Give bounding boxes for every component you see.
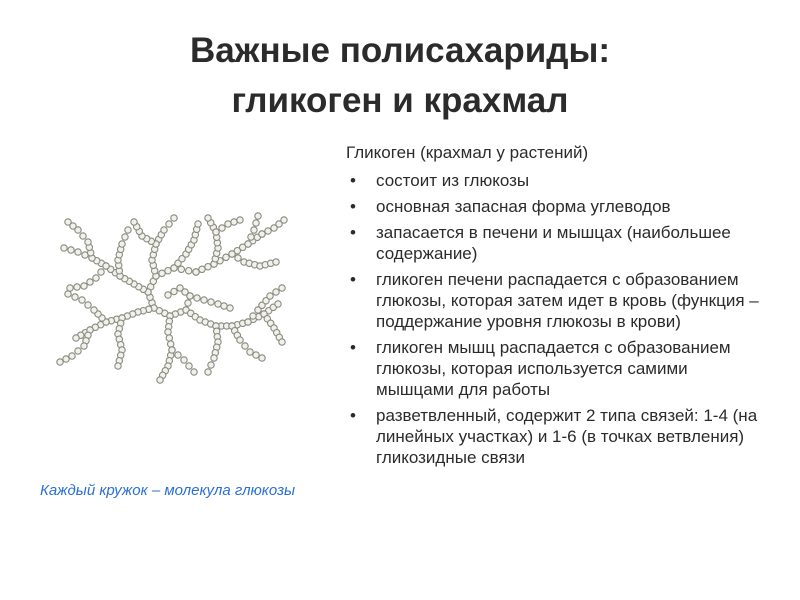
glucose-bead bbox=[93, 275, 99, 281]
slide-title bbox=[0, 26, 800, 126]
glucose-bead bbox=[255, 213, 261, 219]
glucose-bead bbox=[79, 297, 85, 303]
glucose-bead bbox=[201, 297, 207, 303]
bullet-icon: • bbox=[350, 171, 356, 190]
glucose-bead bbox=[275, 301, 281, 307]
glucose-bead bbox=[171, 288, 177, 294]
glucose-bead bbox=[247, 349, 253, 355]
glucose-bead bbox=[98, 269, 104, 275]
glucose-bead bbox=[169, 347, 175, 353]
glucose-bead bbox=[223, 254, 229, 260]
glucose-bead bbox=[166, 221, 172, 227]
glucose-bead bbox=[161, 227, 167, 233]
glucose-bead bbox=[74, 284, 80, 290]
list-item-text: состоит из глюкозы bbox=[376, 171, 530, 190]
bullet-icon: • bbox=[350, 338, 356, 357]
glucose-bead bbox=[168, 341, 174, 347]
glucose-bead-group bbox=[57, 213, 287, 383]
glucose-bead bbox=[186, 268, 192, 274]
glucose-bead bbox=[259, 231, 265, 237]
glucose-bead bbox=[195, 221, 201, 227]
list-item-text: разветвленный, содержит 2 типа связей: 1-4 (на линейных участках) и 1-6 (в точках ветвления) гликозидные связи bbox=[376, 406, 758, 467]
glucose-bead bbox=[225, 221, 231, 227]
glucose-bead bbox=[221, 303, 227, 309]
glucose-bead bbox=[57, 359, 63, 365]
glucose-bead bbox=[165, 292, 171, 298]
glucose-bead bbox=[67, 285, 73, 291]
glucose-bead bbox=[205, 215, 211, 221]
glucose-bead bbox=[208, 362, 214, 368]
glucose-bead bbox=[175, 352, 181, 358]
glucose-bead bbox=[231, 219, 237, 225]
glucose-bead bbox=[122, 234, 128, 240]
slide-title-line-1: Важные полисахариды: bbox=[189, 31, 611, 70]
list-item-text: гликоген печени распадается с образованием глюкозы, которая затем идет в кровь (функция – поддержание уровня глюкозы в крови) bbox=[376, 270, 759, 331]
glucose-bead bbox=[251, 227, 257, 233]
glucose-bead bbox=[181, 357, 187, 363]
glycogen-description bbox=[346, 142, 766, 473]
glucose-bead bbox=[178, 266, 184, 272]
glucose-bead bbox=[75, 348, 81, 354]
list-item-text: запасается в печени и мышцах (наибольшее содержание) bbox=[376, 223, 731, 263]
glucose-bead bbox=[205, 264, 211, 270]
list-item bbox=[346, 269, 766, 332]
list-item bbox=[346, 337, 766, 400]
glucose-bead bbox=[237, 217, 243, 223]
glucose-bead bbox=[165, 329, 171, 335]
glucose-bead bbox=[208, 299, 214, 305]
glucose-bead bbox=[253, 220, 259, 226]
list-item-text: основная запасная форма углеводов bbox=[376, 197, 671, 216]
bullet-icon: • bbox=[350, 197, 356, 216]
glucose-bead bbox=[193, 269, 199, 275]
glucose-bead bbox=[281, 217, 287, 223]
glucose-bead bbox=[215, 301, 221, 307]
list-item-text: гликоген мышц распадается с образованием глюкозы, которая используется самими мышцами для работы bbox=[376, 338, 731, 399]
glucose-bead bbox=[85, 239, 91, 245]
glucose-bead bbox=[273, 259, 279, 265]
glucose-bead bbox=[265, 228, 271, 234]
glucose-bead bbox=[69, 353, 75, 359]
glucose-bead bbox=[159, 270, 165, 276]
glucose-bead bbox=[227, 305, 233, 311]
glucose-bead bbox=[191, 369, 197, 375]
glucose-bead bbox=[194, 295, 200, 301]
glucose-bead bbox=[65, 291, 71, 297]
glucose-bead bbox=[187, 293, 193, 299]
glucose-bead bbox=[267, 293, 273, 299]
glucose-bead bbox=[171, 215, 177, 221]
bullet-icon: • bbox=[350, 270, 356, 289]
glucose-bead bbox=[279, 285, 285, 291]
glucose-bead bbox=[199, 266, 205, 272]
glucose-bead bbox=[229, 251, 235, 257]
list-item bbox=[346, 196, 766, 217]
glucose-bead bbox=[91, 307, 97, 313]
slide-title-line-2: гликоген и крахмал bbox=[231, 81, 569, 120]
bullet-icon: • bbox=[350, 223, 356, 242]
list-item bbox=[346, 222, 766, 264]
glucose-bead bbox=[242, 343, 248, 349]
glucose-bead bbox=[237, 337, 243, 343]
glucose-bead bbox=[75, 249, 81, 255]
list-item bbox=[346, 405, 766, 468]
glucose-bead bbox=[205, 369, 211, 375]
glucose-bead bbox=[248, 234, 254, 240]
glucose-bead bbox=[250, 313, 256, 319]
glucose-bead bbox=[186, 363, 192, 369]
property-list bbox=[346, 170, 766, 468]
glucose-bead bbox=[80, 233, 86, 239]
glucose-bead bbox=[119, 241, 125, 247]
glucose-bead bbox=[245, 241, 251, 247]
glucose-bead bbox=[245, 319, 251, 325]
list-item bbox=[346, 170, 766, 191]
glucose-bead bbox=[259, 355, 265, 361]
glucose-bead bbox=[235, 255, 241, 261]
glucose-bead bbox=[63, 356, 69, 362]
glucose-bead bbox=[81, 343, 87, 349]
glucose-bead bbox=[87, 279, 93, 285]
glucose-bead bbox=[273, 289, 279, 295]
glucose-bead bbox=[68, 247, 74, 253]
glucose-bead bbox=[131, 219, 137, 225]
intro-text: Гликоген (крахмал у растений) bbox=[346, 143, 589, 162]
glucose-bead bbox=[213, 229, 219, 235]
glucose-bead bbox=[85, 302, 91, 308]
glucose-bead bbox=[61, 245, 67, 251]
glucose-bead bbox=[157, 377, 163, 383]
glucose-bead bbox=[115, 363, 121, 369]
glucose-bead bbox=[166, 335, 172, 341]
diagram-caption: Каждый кружок – молекула глюкозы bbox=[40, 482, 296, 499]
bullet-icon: • bbox=[350, 406, 356, 425]
glucose-bead bbox=[73, 335, 79, 341]
glucose-bead bbox=[72, 294, 78, 300]
glucose-bead bbox=[185, 300, 191, 306]
glucose-bead bbox=[65, 219, 71, 225]
glycogen-branch-diagram bbox=[48, 200, 288, 390]
glucose-bead bbox=[165, 268, 171, 274]
glucose-bead bbox=[279, 339, 285, 345]
glucose-bead bbox=[253, 352, 259, 358]
glucose-bead bbox=[81, 283, 87, 289]
glucose-bead bbox=[219, 225, 225, 231]
glucose-bead bbox=[211, 355, 217, 361]
glucose-bead bbox=[103, 263, 109, 269]
glucose-bead bbox=[125, 227, 131, 233]
